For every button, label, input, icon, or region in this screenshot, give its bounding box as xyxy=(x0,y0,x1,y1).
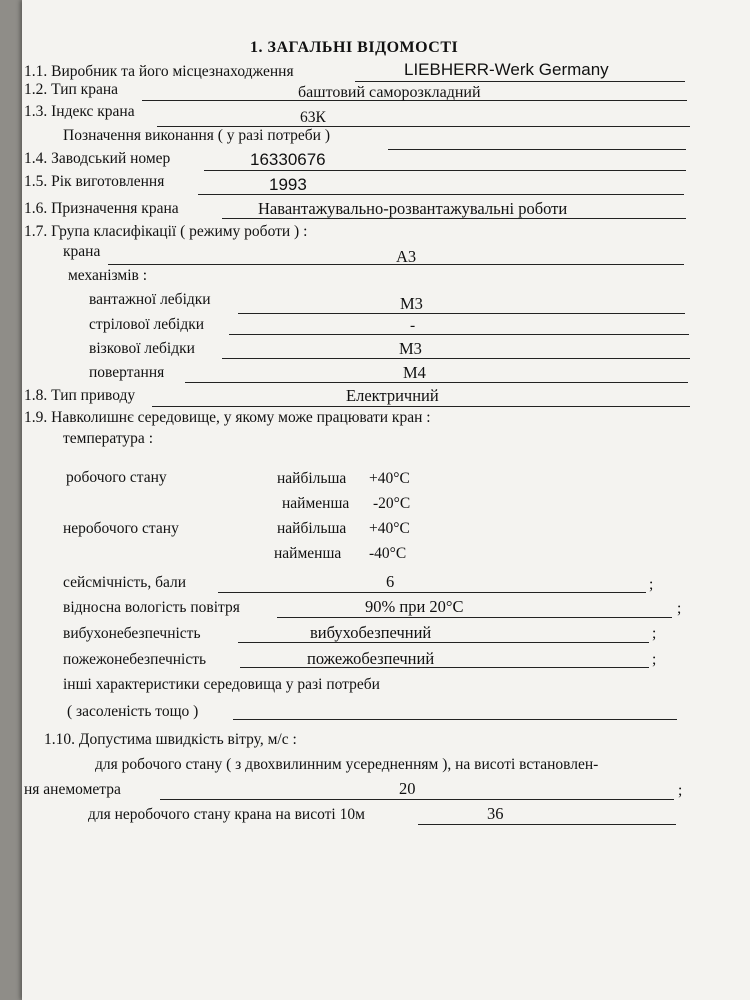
crane-index-label: 1.3. Індекс крана xyxy=(24,103,135,120)
wind-nonworking-label: для неробочого стану крана на висоті 10м xyxy=(88,806,365,823)
wind-nonworking-value: 36 xyxy=(487,804,504,823)
page-title: 1. ЗАГАЛЬНІ ВІДОМОСТІ xyxy=(250,39,459,56)
fire-underline xyxy=(240,667,649,668)
boom-winch-value: - xyxy=(410,317,416,334)
boom-winch-underline xyxy=(229,334,689,335)
wind-nonworking-underline xyxy=(418,824,676,825)
salinity-label: ( засоленість тощо ) xyxy=(67,703,199,720)
fire-value: пожежобезпечний xyxy=(307,649,435,668)
temperature-label: температура : xyxy=(63,430,153,447)
serial-number-value: 16330676 xyxy=(250,150,326,169)
boom-winch-label: стрілової лебідки xyxy=(89,316,205,333)
trolley-winch-underline xyxy=(222,358,690,359)
explosion-label: вибухонебезпечність xyxy=(63,625,201,642)
explosion-value: вибухобезпечний xyxy=(310,623,432,642)
drive-type-value: Електричний xyxy=(346,386,439,405)
purpose-label: 1.6. Призначення крана xyxy=(24,200,179,217)
trolley-winch-label: візкової лебідки xyxy=(89,340,195,357)
working-min-label: найменша xyxy=(282,495,350,512)
working-state-label: робочого стану xyxy=(66,469,167,486)
year-value: 1993 xyxy=(269,175,307,194)
seismic-label: сейсмічність, бали xyxy=(63,574,187,591)
manufacturer-underline xyxy=(355,81,685,82)
wind-working-semicolon: ; xyxy=(678,782,683,799)
mechanisms-label: механізмів : xyxy=(68,267,148,284)
variant-underline xyxy=(388,149,686,150)
salinity-underline xyxy=(233,719,677,720)
serial-number-label: 1.4. Заводський номер xyxy=(24,150,171,167)
slewing-label: повертання xyxy=(89,364,165,381)
wind-working-line1: для робочого стану ( з двохвилинним усередненням ), на висоті встановлен- xyxy=(95,756,599,773)
nonworking-min-label: найменша xyxy=(274,545,342,562)
manufacturer-value: LIEBHERR-Werk Germany xyxy=(404,60,609,79)
drive-type-underline xyxy=(152,406,690,407)
humidity-label: відносна вологість повітря xyxy=(63,599,240,616)
wind-working-value: 20 xyxy=(399,779,416,798)
hoist-label: вантажної лебідки xyxy=(89,291,211,308)
wind-working-line2: ня анемометра xyxy=(24,781,121,798)
explosion-semicolon: ; xyxy=(652,625,657,642)
wind-speed-label: 1.10. Допустима швидкість вітру, м/с : xyxy=(44,731,297,748)
working-max-value: +40°С xyxy=(369,470,410,487)
humidity-underline xyxy=(277,617,672,618)
working-max-label: найбільша xyxy=(277,470,347,487)
nonworking-state-label: неробочого стану xyxy=(63,520,179,537)
fire-semicolon: ; xyxy=(652,651,657,668)
crane-class-value: А3 xyxy=(396,247,417,266)
seismic-value: 6 xyxy=(386,572,395,591)
manufacturer-label: 1.1. Виробник та його місцезнаходження xyxy=(24,63,294,80)
seismic-underline xyxy=(218,592,646,593)
nonworking-min-value: -40°С xyxy=(369,545,407,562)
purpose-underline xyxy=(222,218,686,219)
slewing-underline xyxy=(185,382,688,383)
fire-label: пожежонебезпечність xyxy=(63,651,207,668)
classification-label: 1.7. Група класифікації ( режиму роботи ) : xyxy=(24,223,308,240)
variant-label: Позначення виконання ( у разі потреби ) xyxy=(63,127,331,144)
hoist-underline xyxy=(238,313,685,314)
year-underline xyxy=(198,194,684,195)
document-page xyxy=(22,0,750,1000)
crane-index-value: 63К xyxy=(300,109,326,126)
hoist-value: М3 xyxy=(400,294,423,313)
year-label: 1.5. Рік виготовлення xyxy=(24,173,165,190)
working-min-value: -20°С xyxy=(373,495,411,512)
environment-label: 1.9. Навколишнє середовище, у якому може працювати кран : xyxy=(24,409,431,426)
humidity-value: 90% при 20°С xyxy=(365,597,464,616)
humidity-semicolon: ; xyxy=(677,600,682,617)
crane-class-label: крана xyxy=(63,243,101,260)
slewing-value: М4 xyxy=(403,363,426,382)
nonworking-max-label: найбільша xyxy=(277,520,347,537)
serial-number-underline xyxy=(204,170,686,171)
seismic-semicolon: ; xyxy=(649,576,654,593)
nonworking-max-value: +40°С xyxy=(369,520,410,537)
wind-working-underline xyxy=(160,799,674,800)
drive-type-label: 1.8. Тип приводу xyxy=(24,387,136,404)
crane-type-value: баштовий саморозкладний xyxy=(298,84,481,101)
purpose-value: Навантажувально-розвантажувальні роботи xyxy=(258,199,568,218)
explosion-underline xyxy=(238,642,649,643)
trolley-winch-value: М3 xyxy=(399,339,422,358)
crane-type-label: 1.2. Тип крана xyxy=(24,81,119,98)
other-characteristics-label: інші характеристики середовища у разі потреби xyxy=(63,676,380,693)
